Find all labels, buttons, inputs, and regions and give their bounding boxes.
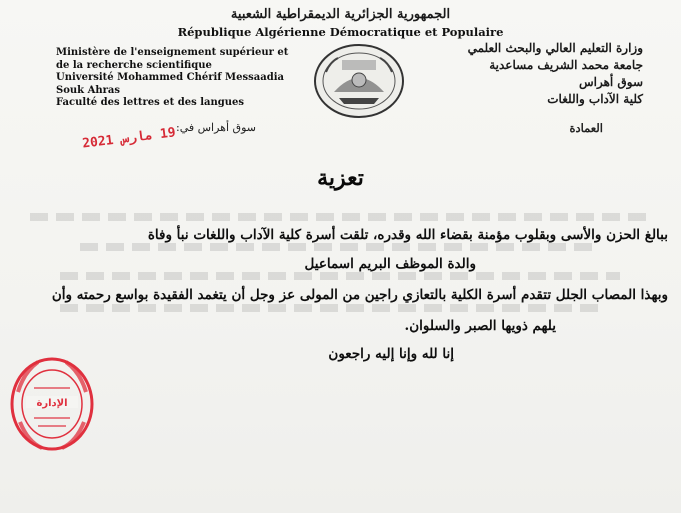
- bleed-through-line: [60, 304, 600, 312]
- right-line-city: سوق أهراس: [578, 75, 643, 89]
- left-line-research: de la recherche scientifique: [56, 59, 212, 71]
- page-title: تعزية: [317, 165, 364, 191]
- left-line-ministry: Ministère de l'enseignement supérieur et: [56, 47, 289, 58]
- bleed-through-line: [60, 272, 620, 280]
- body-line-1: ببالغ الحزن والأسى وبقلوب مؤمنة بقضاء الله وقدره، تلقت أسرة كلية الآداب واللغات نبأ وفاة: [147, 227, 668, 243]
- left-line-city: Souk Ahras: [56, 84, 120, 96]
- seal-text: الإدارة: [36, 398, 68, 409]
- header-republic-arabic: الجمهورية الجزائرية الديمقراطية الشعبية: [230, 7, 451, 22]
- right-line-university: جامعة محمد الشريف مساعدية: [489, 58, 643, 72]
- left-institution-block: [56, 47, 306, 110]
- body-line-2: والدة الموظف البريم اسماعيل: [304, 256, 476, 272]
- date-place-label: سوق أهراس في:: [176, 121, 256, 134]
- bleed-through-line: [80, 243, 600, 251]
- date-stamp: 19 مارس 2021: [81, 125, 177, 152]
- dean-office-label: العمادة: [569, 121, 603, 135]
- header-republic-french: République Algérienne Démocratique et Populaire: [177, 25, 504, 39]
- body-line-3: وبهذا المصاب الجلل تتقدم أسرة الكلية بالتعازي راجين من المولى عز وجل أن يتغمد الفقيدة بواسع رحمته وأن: [51, 287, 668, 303]
- body-line-5: إنا لله وإنا إليه راجعون: [328, 346, 454, 362]
- bleed-through-line: [30, 213, 650, 221]
- left-line-university: Université Mohammed Chérif Messaadia: [56, 72, 284, 83]
- body-line-4: يلهم ذويها الصبر والسلوان.: [404, 318, 556, 334]
- right-line-faculty: كلية الآداب واللغات: [547, 92, 643, 106]
- right-line-ministry: وزارة التعليم العالي والبحث العلمي: [467, 41, 643, 55]
- administration-seal: [8, 352, 96, 455]
- right-institution-block: [403, 40, 643, 108]
- left-line-faculty: Faculté des lettres et des langues: [56, 97, 244, 108]
- university-logo-icon: [312, 42, 406, 120]
